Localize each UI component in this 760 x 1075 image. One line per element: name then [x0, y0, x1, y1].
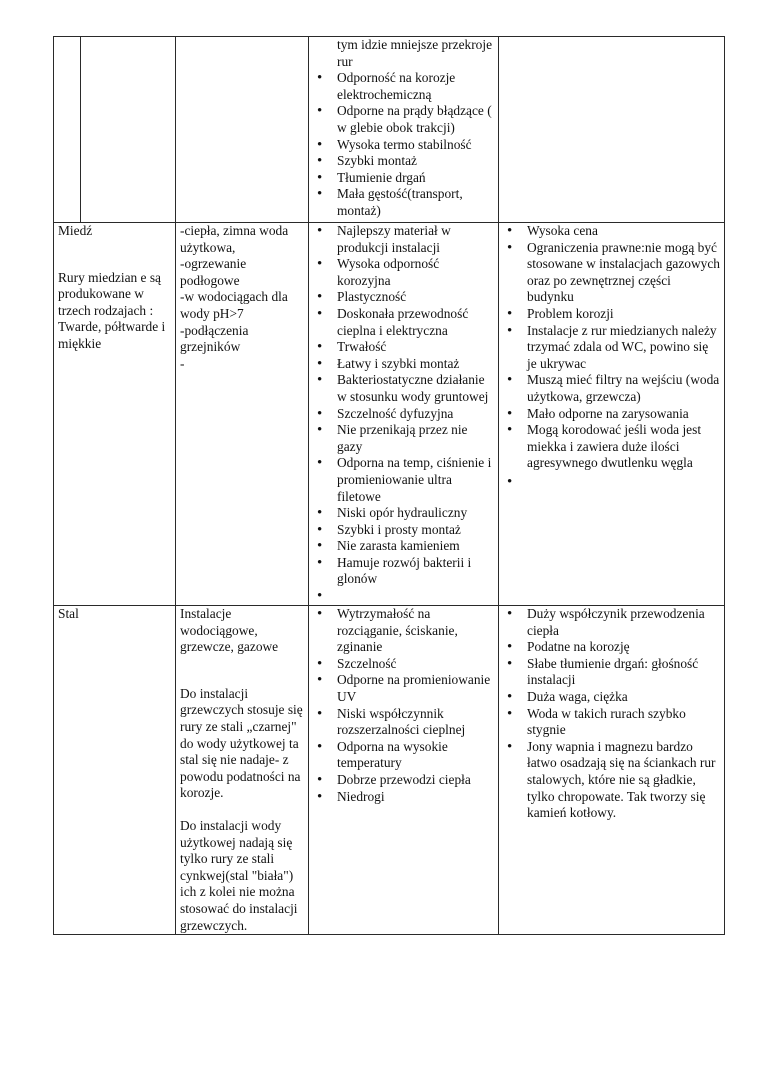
- list-item: • Szybki i prosty montaż: [313, 522, 494, 539]
- advantages-list: [313, 606, 494, 805]
- cell-advantages: [309, 37, 499, 223]
- list-item: • Wysoka odporność korozyjna: [313, 256, 494, 289]
- list-item: • Jony wapnia i magnezu bardzo łatwo osadzają się na ściankach rur stalowych, które nie są gładkie, tylko chropowate. Tak tworzy się kamień kotłowy.: [503, 739, 720, 822]
- advantages-list: [313, 223, 494, 605]
- list-item: • Najlepszy materiał w produkcji instalacji: [313, 223, 494, 256]
- list-item: • Nie przenikają przez nie gazy: [313, 422, 494, 455]
- list-item: • Odporne na prądy błądzące ( w glebie obok trakcji): [313, 103, 494, 136]
- list-item: • Odporna na wysokie temperatury: [313, 739, 494, 772]
- list-item: • Mało odporne na zarysowania: [503, 406, 720, 423]
- list-item: • Nie zarasta kamieniem: [313, 538, 494, 555]
- list-item: • Szybki montaż: [313, 153, 494, 170]
- list-item: • Słabe tłumienie drgań: głośność instalacji: [503, 656, 720, 689]
- list-item: • Wysoka cena: [503, 223, 720, 240]
- cell-usage-steel: [176, 606, 309, 935]
- cell-disadvantages-copper: [499, 223, 725, 606]
- disadvantages-list: [503, 223, 720, 491]
- list-item: • Muszą mieć filtry na wejściu (woda użytkowa, grzewcza): [503, 372, 720, 405]
- usage-paragraph-3: Do instalacji wody użytkowej nadają się tylko rury ze stali cynkwej(stal "biała") ich z kolei nie można stosować do instalacji grzewczych.: [180, 817, 298, 933]
- list-item: • Woda w takich rurach szybko stygnie: [503, 706, 720, 739]
- list-item: • Instalacje z rur miedzianych należy trzymać zdala od WC, powino się je ukrywac: [503, 323, 720, 373]
- cell-empty-usage: [176, 37, 309, 223]
- list-item: • Wytrzymałość na rozciąganie, ściskanie, zginanie: [313, 606, 494, 656]
- usage-paragraph-1: Instalacje wodociągowe, grzewcze, gazowe: [180, 606, 279, 655]
- list-item: • Duży współczynik przewodzenia ciepła: [503, 606, 720, 639]
- list-item-continuation: tym idzie mniejsze przekroje rur: [337, 37, 493, 69]
- list-item: • Szczelność: [313, 656, 494, 673]
- table-row-continuation: [54, 37, 725, 223]
- advantages-list: [313, 37, 494, 220]
- list-item: • Niski opór hydrauliczny: [313, 505, 494, 522]
- list-item: • Łatwy i szybki montaż: [313, 356, 494, 373]
- cell-material-copper: [54, 223, 176, 606]
- list-item: • Niski współczynnik rozszerzalności cieplnej: [313, 706, 494, 739]
- list-item: • Bakteriostatyczne działanie w stosunku wody gruntowej: [313, 372, 494, 405]
- list-item: • Doskonała przewodność cieplna i elektryczna: [313, 306, 494, 339]
- list-item-empty: [503, 474, 720, 491]
- usage-paragraph-2: Do instalacji grzewczych stosuje się rury ze stali „czarnej" do wody użytkowej ta stal się nie nadaje- z powodu podatności na korozje.: [180, 685, 303, 801]
- list-item: • Niedrogi: [313, 789, 494, 806]
- list-item: • Podatne na korozję: [503, 639, 720, 656]
- material-name: Miedź: [58, 223, 93, 238]
- list-item: • Trwałość: [313, 339, 494, 356]
- list-item: • Dobrze przewodzi ciepła: [313, 772, 494, 789]
- material-description: Rury miedzian e są produkowane w trzech rodzajach : Twarde, półtwarde i miękkie: [58, 269, 166, 351]
- cell-usage-copper: [176, 223, 309, 606]
- cell-empty-a: [54, 37, 81, 223]
- list-item: • Duża waga, ciężka: [503, 689, 720, 706]
- usage-text: -ciepła, zimna woda użytkowa, -ogrzewanie podłogowe -w wodociągach dla wody pH>7 -podłączenia grzejników -: [180, 223, 289, 371]
- material-name: Stal: [58, 606, 79, 621]
- list-item-empty: [313, 588, 494, 605]
- list-item: • Wysoka termo stabilność: [313, 137, 494, 154]
- cell-advantages-copper: [309, 223, 499, 606]
- list-item: • Ograniczenia prawne:nie mogą być stosowane w instalacjach gazowych oraz po zewnętrznej części budynku: [503, 240, 720, 306]
- list-item: • Tłumienie drgań: [313, 170, 494, 187]
- disadvantages-list: [503, 606, 720, 822]
- cell-disadvantages-steel: [499, 606, 725, 935]
- list-item: • Mogą korodować jeśli woda jest miekka i zawiera duże ilości agresywnego dwutlenku węgla: [503, 422, 720, 472]
- list-item: • Plastyczność: [313, 289, 494, 306]
- list-item: • Mała gęstość(transport, montaż): [313, 186, 494, 219]
- list-item: • Problem korozji: [503, 306, 720, 323]
- cell-empty-disadvantages: [499, 37, 725, 223]
- table-row-copper: [54, 223, 725, 606]
- cell-material-steel: [54, 606, 176, 935]
- cell-empty-b: [81, 37, 176, 223]
- list-item: • Odporność na korozje elektrochemiczną: [313, 70, 494, 103]
- list-item: • Szczelność dyfuzyjna: [313, 406, 494, 423]
- materials-table: [53, 36, 725, 935]
- cell-advantages-steel: [309, 606, 499, 935]
- table-row-steel: [54, 606, 725, 935]
- list-item: • Odporna na temp, ciśnienie i promieniowanie ultra filetowe: [313, 455, 494, 505]
- list-item: • Hamuje rozwój bakterii i glonów: [313, 555, 494, 588]
- list-item: • Odporne na promieniowanie UV: [313, 672, 494, 705]
